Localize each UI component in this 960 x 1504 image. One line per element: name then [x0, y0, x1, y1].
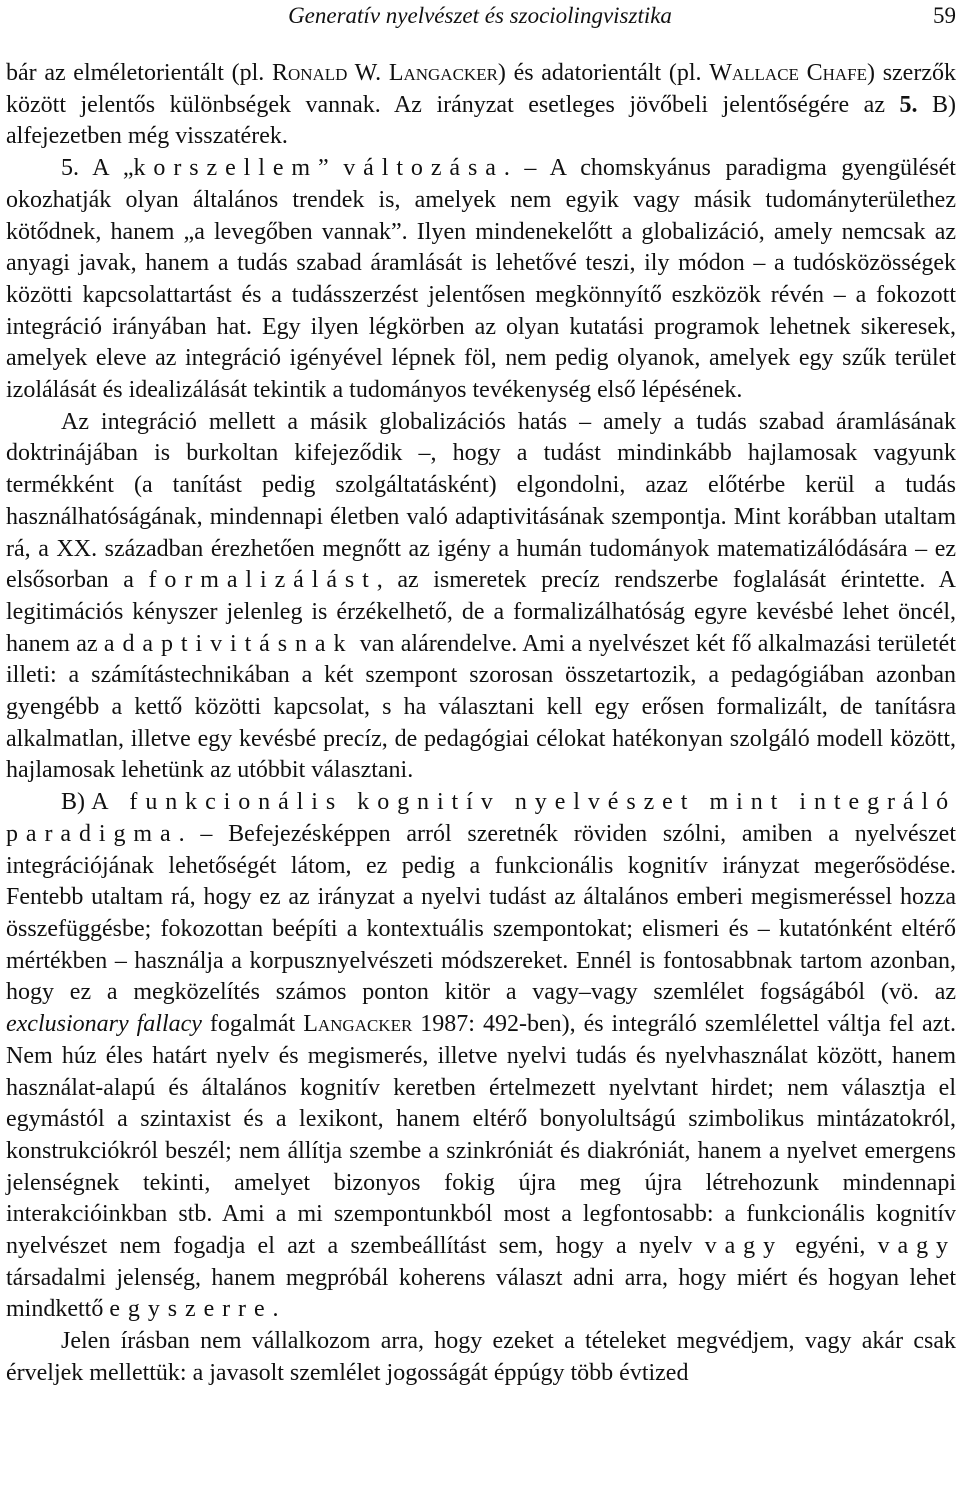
spaced-term: formalizálást: [148, 567, 377, 594]
spaced-term: A funkcionális kognitív nyelvészet mint integráló paradigma: [6, 789, 956, 847]
text-span: . – A chomskyánus paradigma gyengülését okozhatják olyan általános trendek is, amelyek nem egyik vagy másik tudományterülethez kötődnek, hanem „a levegőben vannak”. Ilyen mindenekelőtt a globalizáció, amely nemcsak az anyagi javak, hanem a tudás szabad áramlását is lehetővé teszi, ily módon – a tudósközösségek közötti kapcsolattartást és a tudásszerzést jelentősen megkönnyítő eszközök révén – a fokozott integráció irányában hat. Egy ilyen légkörben az olyan kutatási programok lehetnek sikeresek, amelyek eleve az integráció igényével lépnek föl, nem pedig olyanok, amelyek egy szűk terület izolálását és idealizálását tekintik a tudományos tevékenység első lépésének.: [6, 155, 956, 404]
section-heading-number: 5. A „: [61, 155, 134, 182]
spaced-term: adaptivitásnak: [103, 630, 354, 657]
paragraph-section-b: [6, 787, 956, 1326]
section-reference: 5.: [899, 91, 918, 118]
author-name: Langacker: [303, 1011, 413, 1038]
running-head-title: Generatív nyelvészet és szociolingvisztika: [288, 3, 672, 28]
text-span: B) alfejezetben még visszatérek.: [6, 91, 956, 150]
paragraph-continuation: [6, 58, 956, 153]
paragraph-closing: [6, 1326, 956, 1389]
spaced-term: korszellem: [133, 155, 318, 182]
text-span: ”: [318, 155, 344, 182]
text-span: , az ismeretek precíz rendszerbe foglalását érintette. A legitimációs kényszer jelenleg is érzékelhető, de a formalizálhatóság egyre kevésbé lehet öncél, hanem az: [6, 567, 956, 657]
author-name: Ronald W. Langacker: [271, 60, 498, 86]
spaced-term: vagy: [877, 1233, 956, 1260]
spaced-term: változása: [343, 155, 504, 182]
text-span: bár az elméletorientált (pl.: [6, 60, 272, 86]
text-span: ) szerzők között jelentős különbségek vannak. Az irányzat esetleges jövőbeli jelentőségére az: [6, 60, 956, 118]
author-name: Wallace Chafe: [709, 60, 868, 86]
text-span: 1987: 492-ben), és integráló szemlélettel váltja fel azt. Nem húz éles határt nyelv és megismerés, illetve nyelvi tudás és nyelvhasználat között, hanem használat-alapú és általános kognitív keretben értelmezett nyelvtant hirdet; nem választja el egymástól a szintaxist és a lexikont, hanem eltérő bonyolultságú szimbolikus mintázatokról, konstrukciókról beszél; nem állítja szembe a szinkróniát és diakróniát, hanem a nyelvet emergens jelenségnek tekinti, amelyet bizonyos fokig újra meg újra létrehozunk mindennapi interakcióinkban stb. Ami a mi szempontunkból most a legfontosabb: a funkcionális kognitív nyelvészet nem fogadja el azt a szembeállítást sem, hogy a nyelv: [6, 1011, 956, 1260]
page-number: 59: [933, 3, 956, 28]
paragraph-section-5: [6, 153, 956, 407]
text-span: Az integráció mellett a másik globalizációs hatás – amely a tudás szabad áramlásának doktrinájában is burkoltan kifejeződik –, hogy a tudást mindinkább hajlamosak vagyunk termékként (a tanítást pedig szolgáltatásként) elgondolni, azaz előtérbe kerül a tudás használhatóságának, mindennapi életben való adaptivitásának szempontja. Mint korábban utaltam rá, a XX. században érezhetően megnőtt az igény a humán tudományok matematizálódására – ez elsősorban a: [6, 408, 956, 594]
text-span: .: [272, 1296, 279, 1323]
text-span: Jelen írásban nem vállalkozom arra, hogy ezeket a tételeket megvédjem, vagy akár csak érveljek mellettük: a javasolt szemlélet jogosságát éppúgy több évtized: [6, 1328, 956, 1386]
text-span: ) és adatorientált (pl.: [497, 60, 710, 86]
body-text: [6, 58, 956, 1390]
paragraph-integration: [6, 407, 956, 787]
spaced-term: egyszerre: [109, 1296, 273, 1323]
italic-term: exclusionary fallacy: [6, 1011, 202, 1038]
text-span: . – Befejezésképpen arról szeretnék röviden szólni, amiben a nyelvészet integrációjának lehetőségét látom, ez pedig a funkcionális kognitív irányzat megerősödése. Fentebb utaltam rá, hogy ez az irányzat a nyelvi tudást az általános emberi megismeréssel hozza összefüggésbe; fokozottan beépíti a kontextuális szempontokat; elismeri és – kutatónként eltérő mértékben – használja a korpusznyelvészeti módszereket. Ennél is fontosabbnak tartom azonban, hogy ez a megközelítés számos ponton kitör a vagy–vagy szemlélet fogságából (vö. az: [6, 820, 956, 1006]
text-span: van alárendelve. Ami a nyelvészet két fő alkalmazási területét illeti: a számítástechnikában a két szempont szorosan összetartozik, a pedagógiában azonban gyengébb a kettő közötti kapcsolat, s ha választani kell egy erősen formalizált, de tanításra alkalmatlan, illetve egy kevésbé precíz, de pedagógiai célokat hatékonyan szolgáló modell között, hajlamosak lehetünk az utóbbit választani.: [6, 630, 957, 784]
section-heading-letter: B): [61, 789, 92, 816]
spaced-term: vagy: [704, 1233, 784, 1260]
text-span: társadalmi jelenség, hanem megpróbál koherens választ adni arra, hogy miért és hogyan lehet mindkettő: [6, 1264, 956, 1323]
text-span: egyéni,: [783, 1233, 878, 1260]
text-span: fogalmát: [201, 1011, 304, 1038]
